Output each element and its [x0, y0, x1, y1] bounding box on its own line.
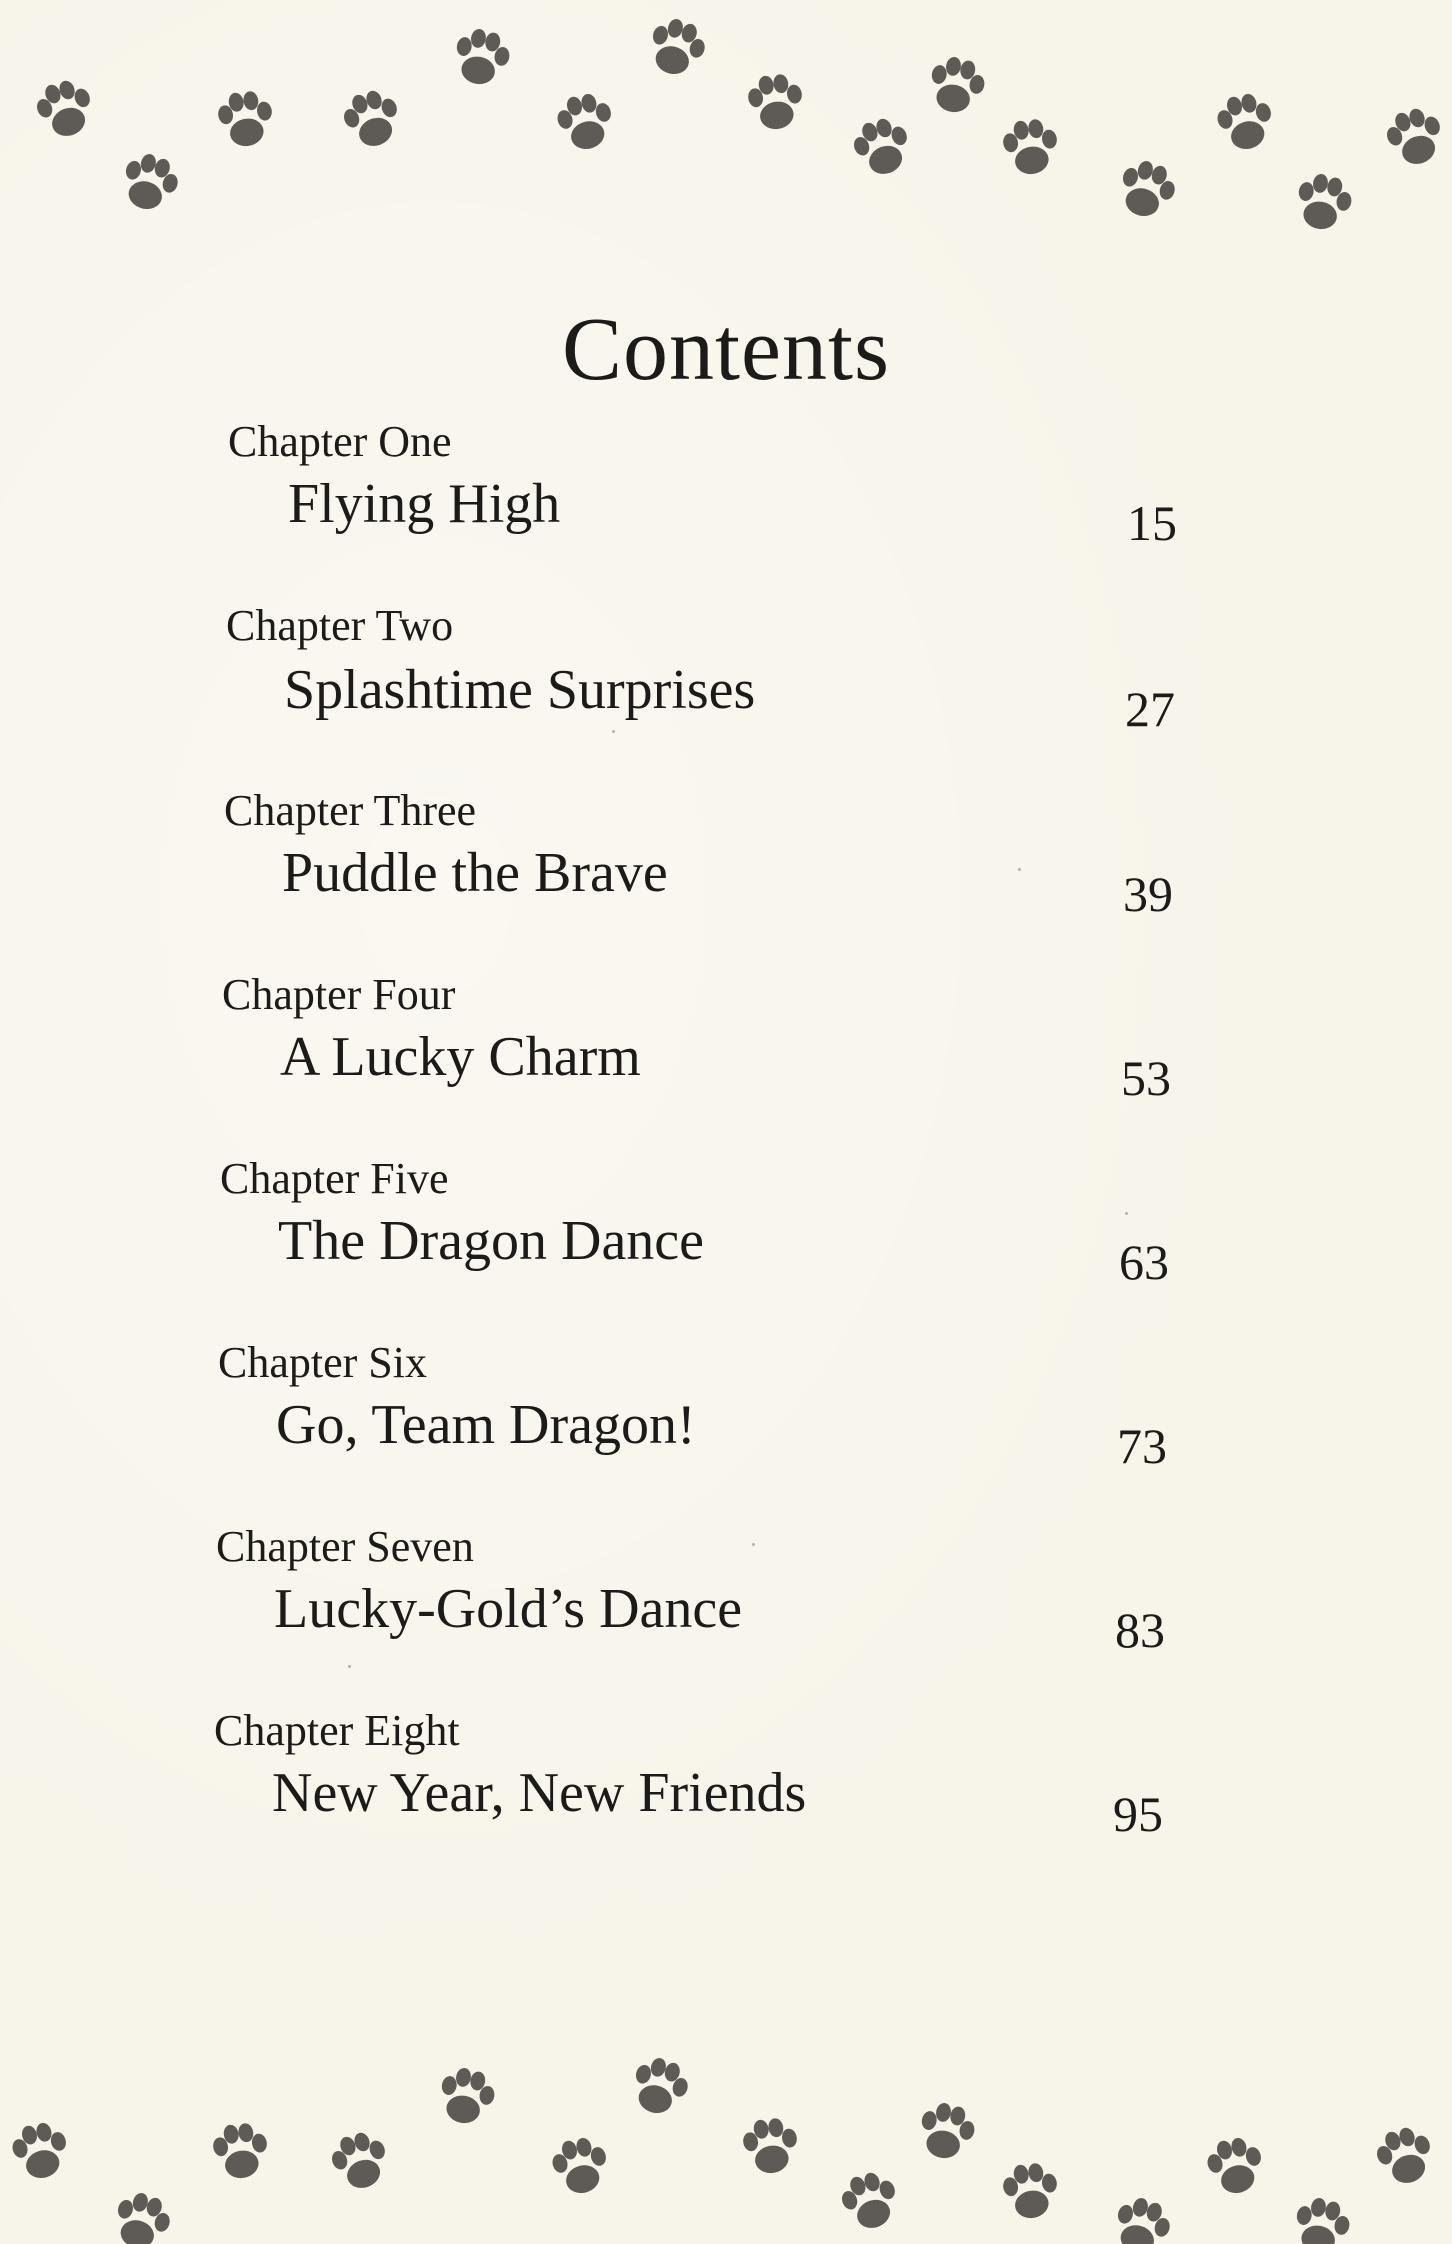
chapter-title: New Year, New Friends	[272, 1762, 807, 1824]
page-title: Contents	[561, 300, 890, 400]
toc-entry-chapter-one[interactable]	[0, 417, 1452, 580]
chapter-title: Puddle the Brave	[282, 842, 668, 904]
paw-print-icon	[8, 2117, 74, 2184]
paper-speck	[752, 1543, 755, 1546]
chapter-label: Chapter Four	[222, 970, 456, 1019]
paw-print-icon	[210, 2119, 272, 2182]
paw-print-icon	[916, 2100, 978, 2163]
chapter-label: Chapter Three	[224, 786, 477, 835]
paw-print-icon	[109, 2188, 175, 2244]
paw-print-icon	[1000, 2159, 1062, 2222]
toc-entry-chapter-six[interactable]	[0, 1338, 1452, 1501]
paw-print-icon	[436, 2065, 498, 2128]
paper-speck	[348, 1665, 351, 1668]
chapter-page-number: 27	[1125, 681, 1175, 737]
paper-speck	[1125, 1212, 1128, 1215]
chapter-title: A Lucky Charm	[280, 1026, 641, 1088]
chapter-title: Go, Team Dragon!	[276, 1394, 696, 1456]
chapter-title: The Dragon Dance	[278, 1210, 705, 1272]
chapter-page-number: 53	[1121, 1050, 1171, 1106]
toc-entry-chapter-five[interactable]	[0, 1154, 1452, 1317]
toc-entry-chapter-four[interactable]	[0, 970, 1452, 1133]
paw-print-icon	[548, 2132, 614, 2199]
chapter-page-number: 39	[1123, 866, 1173, 922]
toc-entry-chapter-two[interactable]	[0, 601, 1452, 764]
chapter-page-number: 73	[1117, 1418, 1167, 1474]
chapter-title: Splashtime Surprises	[284, 659, 756, 721]
paw-print-icon	[1109, 2193, 1175, 2244]
chapter-page-number: 15	[1127, 495, 1177, 551]
chapter-page-number: 83	[1115, 1602, 1165, 1658]
chapter-label: Chapter Two	[226, 601, 454, 650]
chapter-title: Lucky-Gold’s Dance	[274, 1578, 743, 1640]
chapter-page-number: 63	[1119, 1234, 1169, 1290]
chapter-label: Chapter Eight	[214, 1706, 460, 1755]
paper-speck	[612, 730, 615, 733]
toc-entry-chapter-three[interactable]	[0, 786, 1452, 949]
toc-entry-chapter-eight[interactable]	[0, 1706, 1452, 1869]
paper-speck	[1018, 868, 1021, 871]
paw-print-border-bottom	[0, 2044, 1452, 2244]
paw-print-icon	[740, 2114, 802, 2177]
paw-print-icon	[326, 2126, 395, 2196]
chapter-label: Chapter Six	[218, 1338, 427, 1387]
paw-print-icon	[1291, 2195, 1353, 2244]
toc-entry-chapter-seven[interactable]	[0, 1522, 1452, 1685]
paw-print-icon	[1203, 2132, 1269, 2199]
paw-print-icon	[627, 2053, 693, 2120]
chapter-label: Chapter Seven	[216, 1522, 474, 1571]
chapter-page-number: 95	[1113, 1786, 1163, 1842]
chapter-title: Flying High	[288, 473, 561, 535]
chapter-label: Chapter One	[228, 417, 452, 466]
paw-print-icon	[1371, 2121, 1440, 2191]
chapter-label: Chapter Five	[220, 1154, 449, 1203]
paw-print-icon	[836, 2166, 905, 2236]
